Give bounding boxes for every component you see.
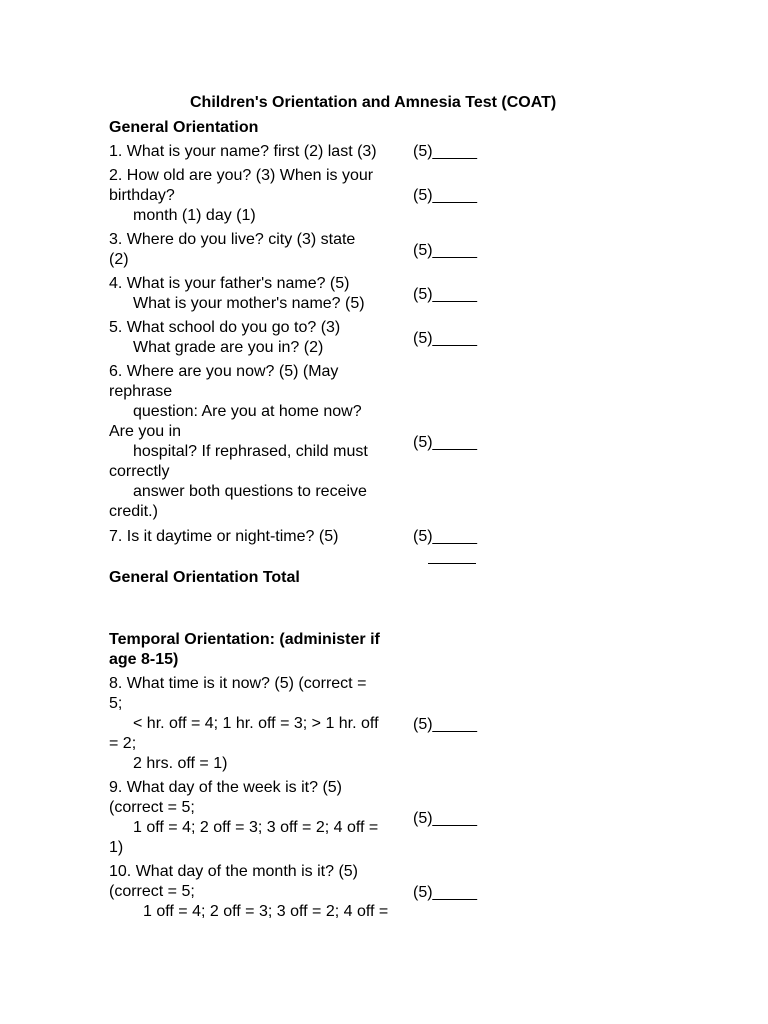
question-text: month (1) day (1) bbox=[133, 207, 256, 224]
question-text: 8. What time is it now? (5) (correct = bbox=[109, 675, 367, 692]
question-1 bbox=[109, 142, 409, 162]
score-blank-3: (5)_____ bbox=[413, 242, 478, 259]
question-text: rephrase bbox=[109, 383, 173, 400]
question-4 bbox=[109, 274, 409, 314]
question-5 bbox=[109, 318, 409, 358]
question-text: (correct = 5; bbox=[109, 799, 195, 816]
score-blank-10: (5)_____ bbox=[413, 884, 478, 901]
score-blank-2: (5)_____ bbox=[413, 187, 478, 204]
question-text: 4. What is your father's name? (5) bbox=[109, 275, 350, 292]
score-blank-8: (5)_____ bbox=[413, 716, 478, 733]
heading-line: Temporal Orientation: (administer if bbox=[109, 631, 380, 648]
question-text: correctly bbox=[109, 463, 170, 480]
question-text: 7. Is it daytime or night-time? (5) bbox=[109, 528, 339, 545]
question-2 bbox=[109, 166, 409, 226]
score-blank-7: (5)_____ bbox=[413, 528, 478, 545]
general-orientation-heading: General Orientation bbox=[109, 119, 259, 136]
question-text: 1. What is your name? first (2) last (3) bbox=[109, 143, 377, 160]
question-8 bbox=[109, 674, 409, 774]
question-6 bbox=[109, 362, 409, 522]
score-blank-9: (5)_____ bbox=[413, 810, 478, 827]
question-3 bbox=[109, 230, 409, 270]
question-text: (2) bbox=[109, 251, 129, 268]
document-title: Children's Orientation and Amnesia Test (COAT) bbox=[190, 94, 557, 111]
score-blank-5: (5)_____ bbox=[413, 330, 478, 347]
question-text: 10. What day of the month is it? (5) bbox=[109, 863, 359, 880]
question-text: 5. What school do you go to? (3) bbox=[109, 319, 341, 336]
question-7 bbox=[109, 527, 409, 547]
question-text: 6. Where are you now? (5) (May bbox=[109, 363, 339, 380]
heading-line: age 8-15) bbox=[109, 651, 179, 668]
question-text: 3. Where do you live? city (3) state bbox=[109, 231, 356, 248]
total-blank-line bbox=[428, 563, 476, 564]
question-text: What is your mother's name? (5) bbox=[133, 295, 365, 312]
score-blank-4: (5)_____ bbox=[413, 286, 478, 303]
question-text: 2 hrs. off = 1) bbox=[133, 755, 228, 772]
question-text: credit.) bbox=[109, 503, 158, 520]
question-text: hospital? If rephrased, child must bbox=[133, 443, 368, 460]
question-text: 9. What day of the week is it? (5) bbox=[109, 779, 342, 796]
question-text: birthday? bbox=[109, 187, 175, 204]
question-text: What grade are you in? (2) bbox=[133, 339, 324, 356]
question-text: answer both questions to receive bbox=[133, 483, 367, 500]
question-text: = 2; bbox=[109, 735, 137, 752]
question-text: 1 off = 4; 2 off = 3; 3 off = 2; 4 off = bbox=[133, 819, 379, 836]
question-text: Are you in bbox=[109, 423, 182, 440]
question-text: < hr. off = 4; 1 hr. off = 3; > 1 hr. off bbox=[133, 715, 379, 732]
temporal-orientation-heading bbox=[109, 630, 380, 670]
question-9 bbox=[109, 778, 409, 858]
question-text: 2. How old are you? (3) When is your bbox=[109, 167, 374, 184]
question-text: 1 off = 4; 2 off = 3; 3 off = 2; 4 off = bbox=[143, 903, 389, 920]
question-text: question: Are you at home now? bbox=[133, 403, 362, 420]
score-blank-1: (5)_____ bbox=[413, 143, 478, 160]
general-orientation-total-label: General Orientation Total bbox=[109, 569, 300, 586]
question-text: (correct = 5; bbox=[109, 883, 195, 900]
question-text: 5; bbox=[109, 695, 123, 712]
question-10 bbox=[109, 862, 409, 922]
question-text: 1) bbox=[109, 839, 124, 856]
score-blank-6: (5)_____ bbox=[413, 434, 478, 451]
